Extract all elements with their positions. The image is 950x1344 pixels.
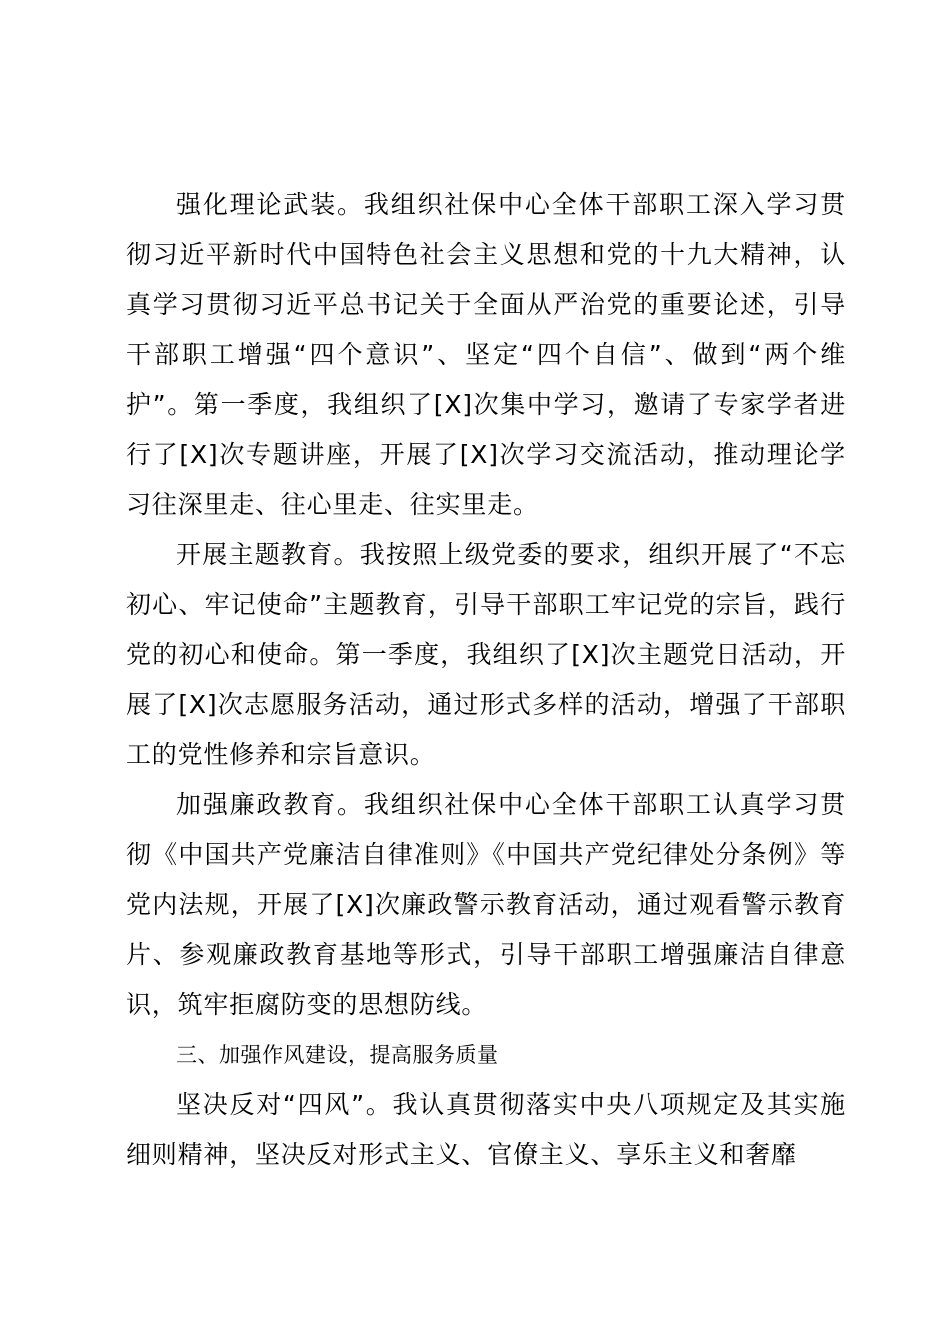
- section-heading: 三、加强作风建设，提高服务质量: [176, 1043, 499, 1067]
- paragraph-theme-education: 开展主题教育。我按照上级党委的要求，组织开展了“不忘初心、牢记使命”主题教育，引导干部职工牢记党的宗旨，践行党的初心和使命。第一季度，我组织了[X]次主题党日活动，开展了[X]次志愿服务活动，通过形式多样的活动，增强了干部职工的党性修养和宗旨意识。: [126, 540, 846, 769]
- paragraph-theory-study: 强化理论武装。我组织社保中心全体干部职工深入学习贯彻习近平新时代中国特色社会主义思想和党的十九大精神，认真学习贯彻习近平总书记关于全面从严治党的重要论述，引导干部职工增强“四个意识”、坚定“四个自信”、做到“两个维护”。第一季度，我组织了[X]次集中学习，邀请了专家学者进行了[X]次专题讲座，开展了[X]次学习交流活动，推动理论学习往深里走、往心里走、往实里走。: [126, 190, 846, 519]
- paragraph-integrity-education: 加强廉政教育。我组织社保中心全体干部职工认真学习贯彻《中国共产党廉洁自律准则》《中国共产党纪律处分条例》等党内法规，开展了[X]次廉政警示教育活动，通过观看警示教育片、参观廉政教育基地等形式，引导干部职工增强廉洁自律意识，筑牢拒腐防变的思想防线。: [126, 790, 846, 1019]
- paragraph-four-winds: 坚决反对“四风”。我认真贯彻落实中央八项规定及其实施细则精神，坚决反对形式主义、官僚主义、享乐主义和奢靡: [126, 1090, 846, 1169]
- document-body: [126, 180, 846, 1180]
